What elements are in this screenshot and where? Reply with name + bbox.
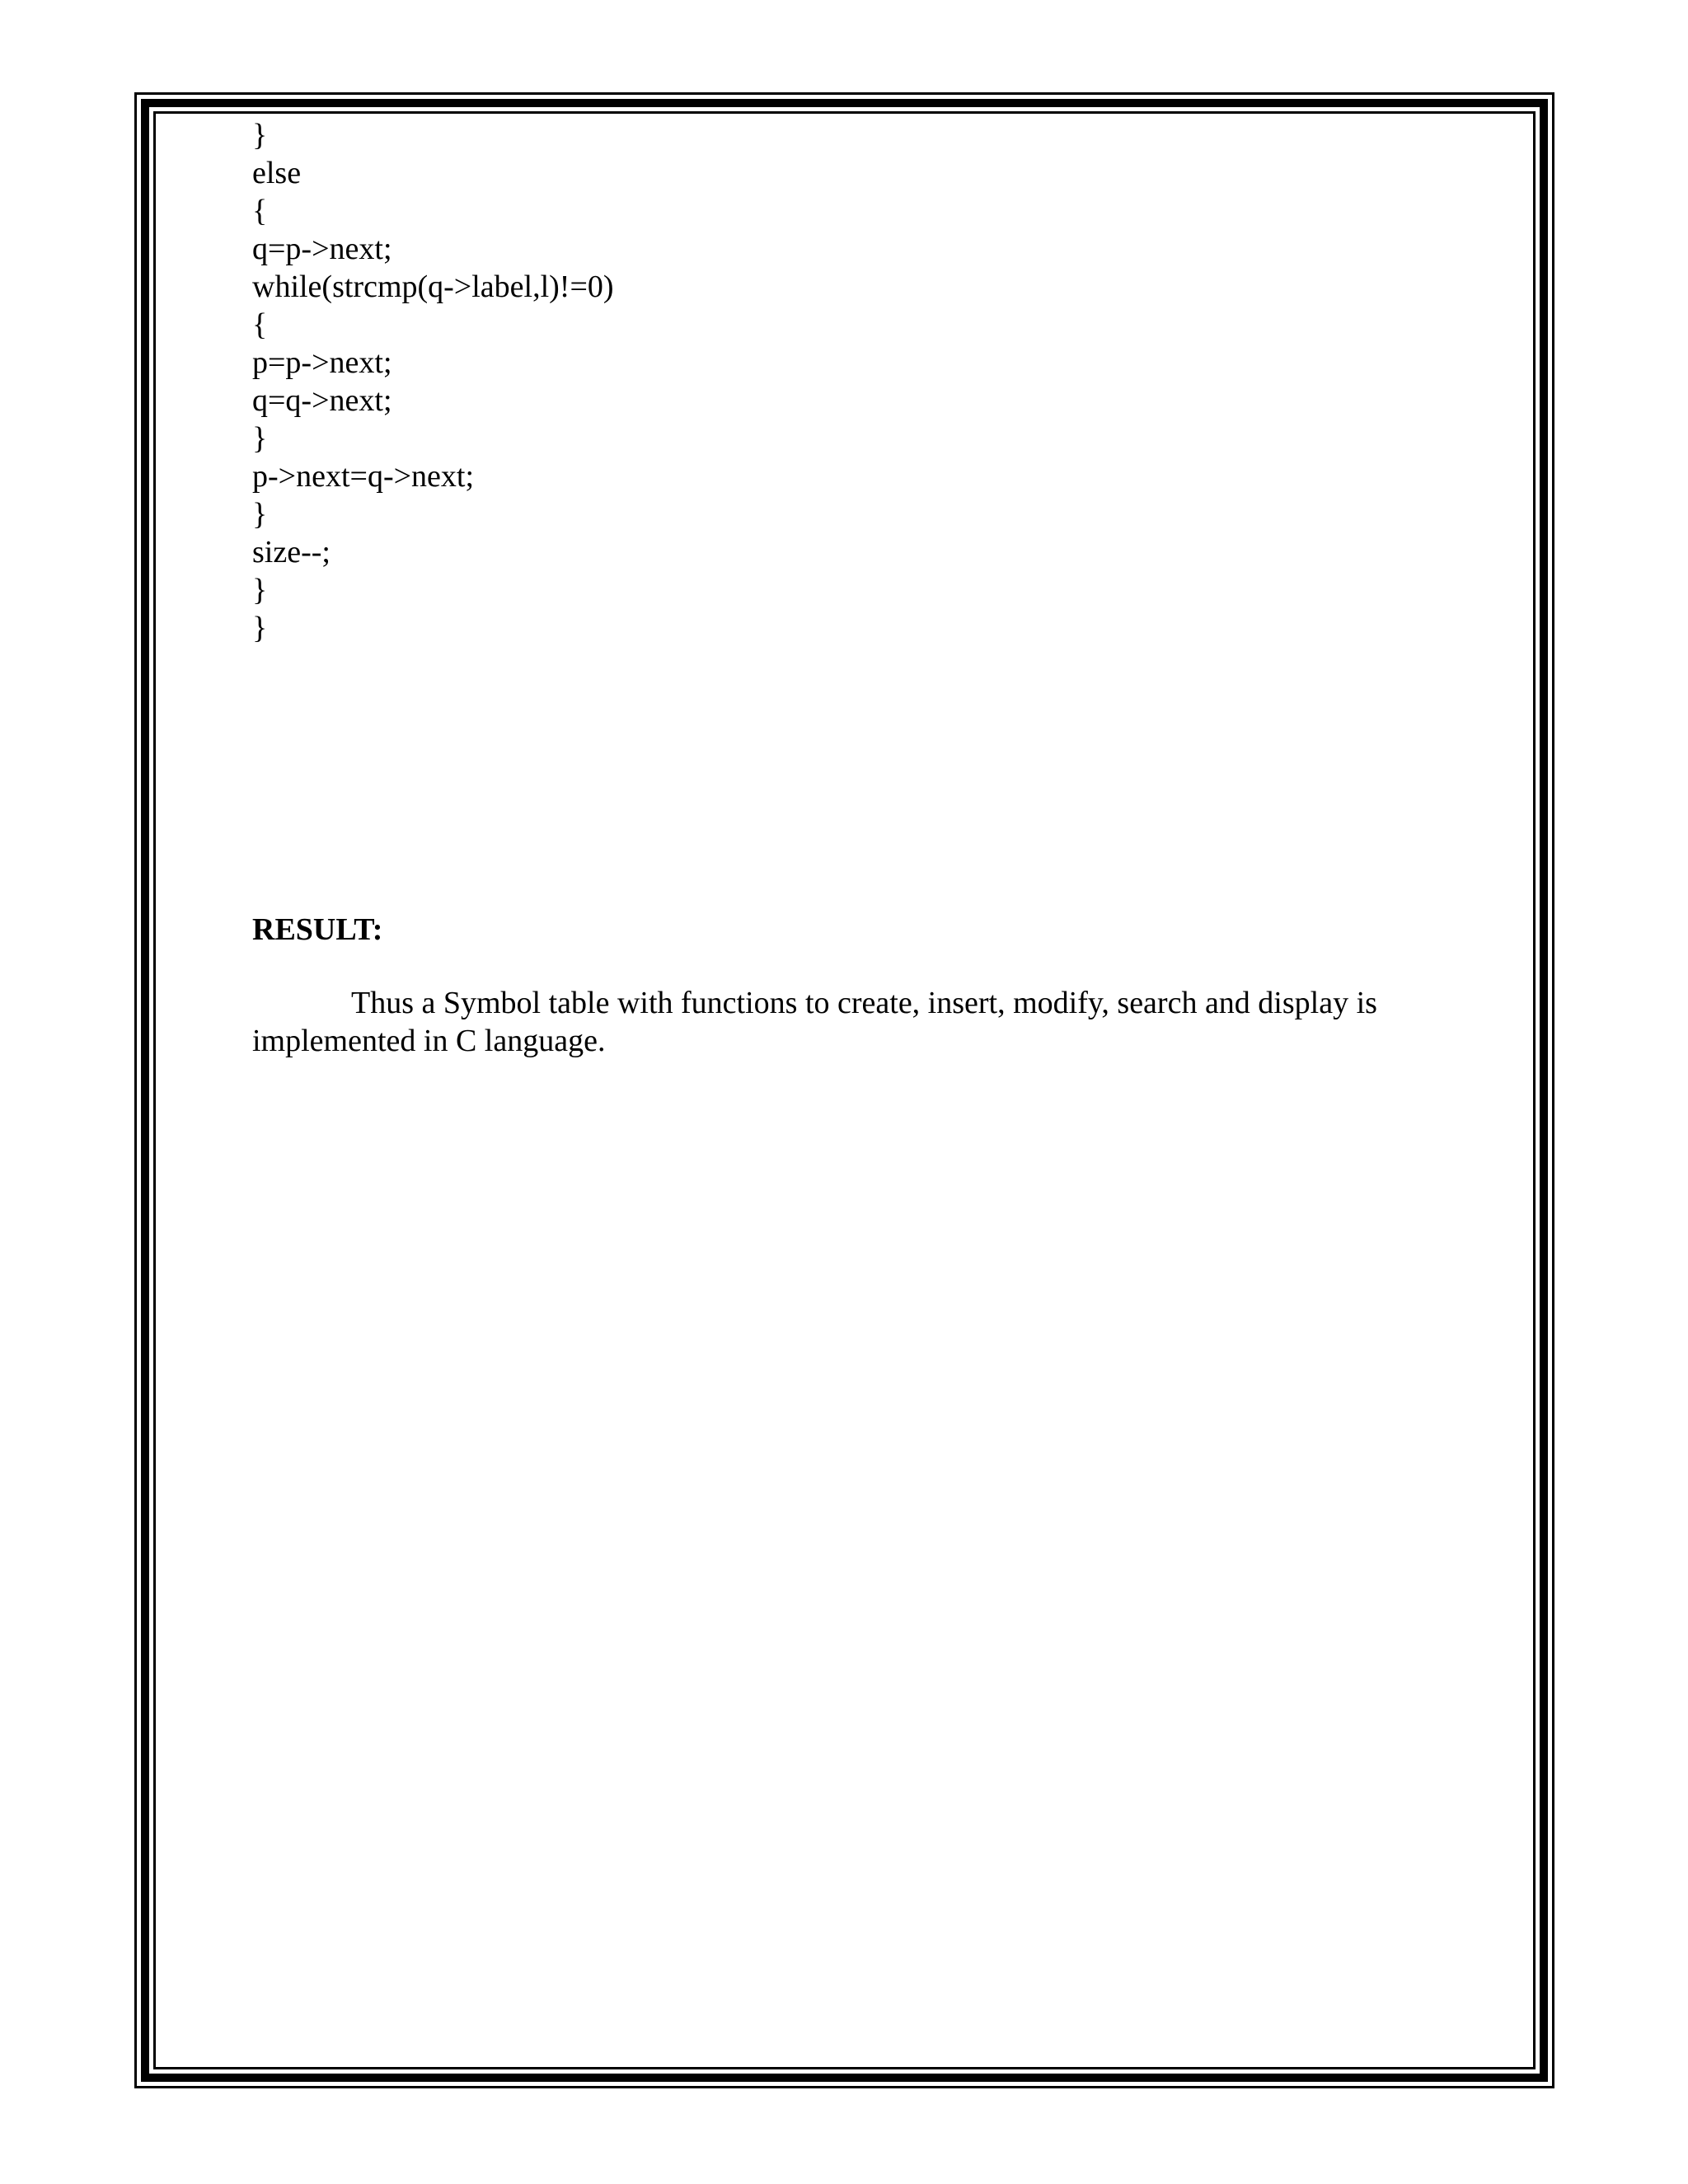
code-line: q=q->next; xyxy=(252,383,392,418)
code-line: { xyxy=(252,194,268,228)
result-text-line-2: implemented in C language. xyxy=(252,1024,606,1058)
result-heading: RESULT: xyxy=(252,912,383,947)
code-line: p->next=q->next; xyxy=(252,459,475,494)
result-text-line-1: Thus a Symbol table with functions to create, insert, modify, search and display is xyxy=(351,986,1377,1020)
code-line: else xyxy=(252,156,302,190)
code-line: } xyxy=(252,611,268,645)
code-line: q=p->next; xyxy=(252,232,392,266)
code-line: while(strcmp(q->label,l)!=0) xyxy=(252,269,614,304)
code-line: p=p->next; xyxy=(252,345,392,380)
code-line: size--; xyxy=(252,535,331,569)
code-line: } xyxy=(252,421,268,456)
code-line: } xyxy=(252,497,268,532)
code-line: } xyxy=(252,573,268,607)
code-line: { xyxy=(252,307,268,342)
result-paragraph xyxy=(252,984,1431,1060)
code-block xyxy=(252,116,614,647)
code-line: } xyxy=(252,118,268,152)
